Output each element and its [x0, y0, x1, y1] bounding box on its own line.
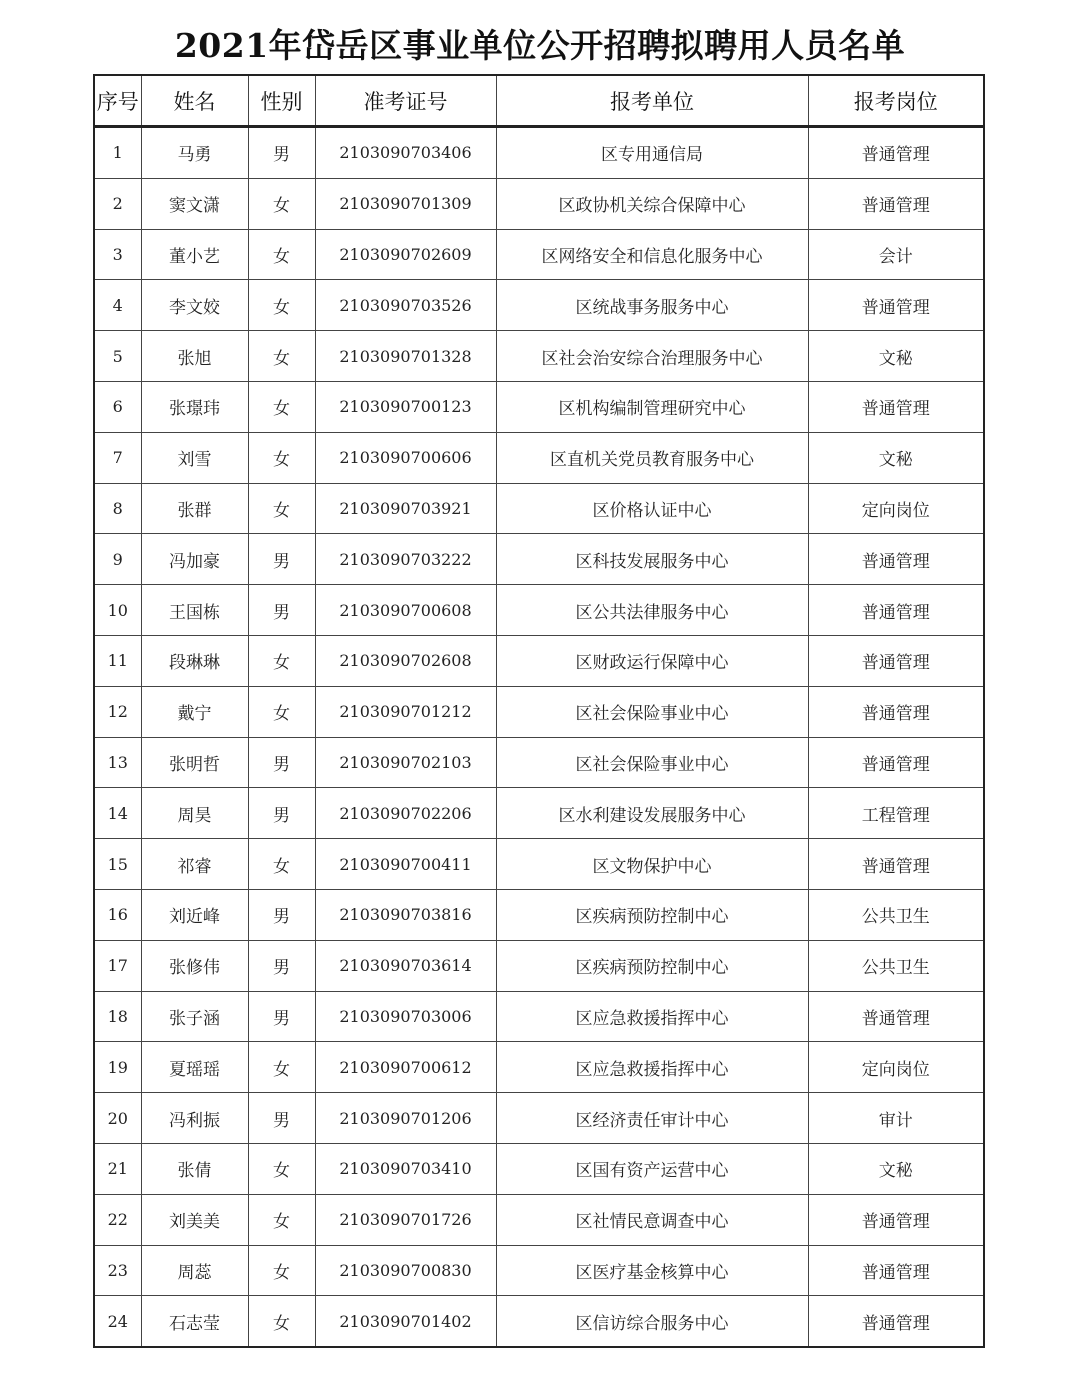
cell-position: 普通管理 — [808, 534, 984, 585]
cell-index: 10 — [94, 585, 141, 636]
cell-index: 6 — [94, 381, 141, 432]
cell-index: 2 — [94, 178, 141, 229]
cell-exam-number: 2103090702608 — [315, 635, 496, 686]
cell-unit: 区专用通信局 — [496, 127, 808, 179]
cell-gender: 女 — [248, 331, 315, 382]
cell-exam-number: 2103090700830 — [315, 1245, 496, 1296]
cell-position: 文秘 — [808, 331, 984, 382]
cell-index: 16 — [94, 889, 141, 940]
cell-position: 审计 — [808, 1093, 984, 1144]
table-row — [94, 1093, 984, 1144]
cell-gender: 男 — [248, 534, 315, 585]
cell-name: 周昊 — [141, 788, 248, 839]
cell-unit: 区社会保险事业中心 — [496, 686, 808, 737]
cell-position: 公共卫生 — [808, 940, 984, 991]
cell-exam-number: 2103090701328 — [315, 331, 496, 382]
cell-name: 张璟玮 — [141, 381, 248, 432]
column-header-index: 序号 — [94, 75, 141, 127]
cell-index: 11 — [94, 635, 141, 686]
cell-unit: 区信访综合服务中心 — [496, 1296, 808, 1347]
cell-position: 普通管理 — [808, 737, 984, 788]
cell-unit: 区应急救援指挥中心 — [496, 1042, 808, 1093]
table-row — [94, 127, 984, 179]
cell-exam-number: 2103090703614 — [315, 940, 496, 991]
cell-unit: 区疾病预防控制中心 — [496, 889, 808, 940]
cell-position: 普通管理 — [808, 381, 984, 432]
cell-exam-number: 2103090701726 — [315, 1194, 496, 1245]
cell-index: 5 — [94, 331, 141, 382]
cell-position: 普通管理 — [808, 686, 984, 737]
cell-unit: 区应急救援指挥中心 — [496, 991, 808, 1042]
cell-unit: 区社会保险事业中心 — [496, 737, 808, 788]
table-row — [94, 686, 984, 737]
table-row — [94, 229, 984, 280]
cell-position: 普通管理 — [808, 178, 984, 229]
cell-gender: 女 — [248, 381, 315, 432]
cell-unit: 区社会治安综合治理服务中心 — [496, 331, 808, 382]
column-header-unit: 报考单位 — [496, 75, 808, 127]
cell-index: 15 — [94, 839, 141, 890]
cell-exam-number: 2103090700123 — [315, 381, 496, 432]
cell-exam-number: 2103090703816 — [315, 889, 496, 940]
cell-name: 段琳琳 — [141, 635, 248, 686]
cell-gender: 女 — [248, 1296, 315, 1347]
cell-name: 石志莹 — [141, 1296, 248, 1347]
cell-gender: 女 — [248, 1143, 315, 1194]
cell-position: 普通管理 — [808, 127, 984, 179]
cell-exam-number: 2103090703921 — [315, 483, 496, 534]
cell-gender: 女 — [248, 635, 315, 686]
table-row — [94, 1296, 984, 1347]
table-row — [94, 432, 984, 483]
cell-position: 文秘 — [808, 1143, 984, 1194]
header-row — [94, 75, 984, 127]
cell-gender: 女 — [248, 1042, 315, 1093]
cell-name: 夏瑶瑶 — [141, 1042, 248, 1093]
cell-position: 普通管理 — [808, 839, 984, 890]
cell-exam-number: 2103090700411 — [315, 839, 496, 890]
cell-position: 普通管理 — [808, 585, 984, 636]
cell-position: 文秘 — [808, 432, 984, 483]
cell-unit: 区直机关党员教育服务中心 — [496, 432, 808, 483]
cell-exam-number: 2103090703406 — [315, 127, 496, 179]
cell-name: 张子涵 — [141, 991, 248, 1042]
table-row — [94, 635, 984, 686]
cell-index: 23 — [94, 1245, 141, 1296]
hiring-roster-table — [93, 74, 985, 1348]
cell-index: 4 — [94, 280, 141, 331]
cell-position: 普通管理 — [808, 635, 984, 686]
table-row — [94, 331, 984, 382]
table-row — [94, 178, 984, 229]
cell-name: 张旭 — [141, 331, 248, 382]
cell-name: 刘美美 — [141, 1194, 248, 1245]
cell-position: 定向岗位 — [808, 1042, 984, 1093]
table-row — [94, 1194, 984, 1245]
cell-exam-number: 2103090702103 — [315, 737, 496, 788]
cell-name: 王国栋 — [141, 585, 248, 636]
cell-gender: 女 — [248, 178, 315, 229]
cell-gender: 男 — [248, 940, 315, 991]
cell-exam-number: 2103090703006 — [315, 991, 496, 1042]
cell-exam-number: 2103090701402 — [315, 1296, 496, 1347]
column-header-position: 报考岗位 — [808, 75, 984, 127]
cell-name: 祁睿 — [141, 839, 248, 890]
cell-position: 普通管理 — [808, 1296, 984, 1347]
cell-gender: 女 — [248, 686, 315, 737]
cell-position: 工程管理 — [808, 788, 984, 839]
cell-unit: 区科技发展服务中心 — [496, 534, 808, 585]
cell-exam-number: 2103090700612 — [315, 1042, 496, 1093]
page-title: 2021年岱岳区事业单位公开招聘拟聘用人员名单 — [174, 26, 906, 65]
cell-name: 董小艺 — [141, 229, 248, 280]
cell-unit: 区疾病预防控制中心 — [496, 940, 808, 991]
column-header-gender: 性别 — [248, 75, 315, 127]
cell-index: 22 — [94, 1194, 141, 1245]
cell-exam-number: 2103090700606 — [315, 432, 496, 483]
cell-position: 普通管理 — [808, 1194, 984, 1245]
cell-exam-number: 2103090703526 — [315, 280, 496, 331]
table-body — [94, 127, 984, 1348]
table-row — [94, 788, 984, 839]
cell-position: 普通管理 — [808, 280, 984, 331]
cell-position: 定向岗位 — [808, 483, 984, 534]
cell-unit: 区医疗基金核算中心 — [496, 1245, 808, 1296]
cell-gender: 男 — [248, 788, 315, 839]
cell-gender: 女 — [248, 280, 315, 331]
cell-gender: 女 — [248, 1245, 315, 1296]
cell-gender: 男 — [248, 585, 315, 636]
cell-unit: 区价格认证中心 — [496, 483, 808, 534]
table-row — [94, 940, 984, 991]
cell-unit: 区文物保护中心 — [496, 839, 808, 890]
cell-unit: 区经济责任审计中心 — [496, 1093, 808, 1144]
cell-unit: 区政协机关综合保障中心 — [496, 178, 808, 229]
cell-unit: 区社情民意调查中心 — [496, 1194, 808, 1245]
cell-name: 李文姣 — [141, 280, 248, 331]
cell-gender: 男 — [248, 1093, 315, 1144]
cell-unit: 区机构编制管理研究中心 — [496, 381, 808, 432]
cell-gender: 女 — [248, 229, 315, 280]
table-row — [94, 1042, 984, 1093]
cell-unit: 区公共法律服务中心 — [496, 585, 808, 636]
cell-gender: 男 — [248, 991, 315, 1042]
cell-unit: 区财政运行保障中心 — [496, 635, 808, 686]
cell-name: 冯利振 — [141, 1093, 248, 1144]
cell-exam-number: 2103090702609 — [315, 229, 496, 280]
cell-gender: 女 — [248, 483, 315, 534]
cell-exam-number: 2103090701309 — [315, 178, 496, 229]
table-row — [94, 280, 984, 331]
cell-position: 普通管理 — [808, 1245, 984, 1296]
cell-exam-number: 2103090701212 — [315, 686, 496, 737]
cell-gender: 男 — [248, 127, 315, 179]
cell-name: 刘雪 — [141, 432, 248, 483]
table-row — [94, 534, 984, 585]
cell-gender: 男 — [248, 889, 315, 940]
cell-exam-number: 2103090703410 — [315, 1143, 496, 1194]
cell-name: 张修伟 — [141, 940, 248, 991]
cell-unit: 区国有资产运营中心 — [496, 1143, 808, 1194]
table-row — [94, 839, 984, 890]
cell-name: 刘近峰 — [141, 889, 248, 940]
cell-index: 21 — [94, 1143, 141, 1194]
cell-index: 1 — [94, 127, 141, 179]
cell-index: 8 — [94, 483, 141, 534]
table-header — [94, 75, 984, 127]
table-row — [94, 1245, 984, 1296]
cell-exam-number: 2103090702206 — [315, 788, 496, 839]
cell-gender: 女 — [248, 1194, 315, 1245]
cell-name: 张明哲 — [141, 737, 248, 788]
cell-unit: 区统战事务服务中心 — [496, 280, 808, 331]
column-header-name: 姓名 — [141, 75, 248, 127]
cell-name: 窦文潇 — [141, 178, 248, 229]
cell-index: 20 — [94, 1093, 141, 1144]
table-row — [94, 991, 984, 1042]
cell-index: 19 — [94, 1042, 141, 1093]
cell-exam-number: 2103090700608 — [315, 585, 496, 636]
cell-gender: 男 — [248, 737, 315, 788]
cell-index: 18 — [94, 991, 141, 1042]
cell-name: 马勇 — [141, 127, 248, 179]
cell-name: 戴宁 — [141, 686, 248, 737]
cell-name: 周蕊 — [141, 1245, 248, 1296]
table-row — [94, 889, 984, 940]
cell-gender: 女 — [248, 432, 315, 483]
cell-position: 普通管理 — [808, 991, 984, 1042]
table-row — [94, 1143, 984, 1194]
cell-name: 张倩 — [141, 1143, 248, 1194]
cell-index: 17 — [94, 940, 141, 991]
table-row — [94, 483, 984, 534]
cell-index: 3 — [94, 229, 141, 280]
table-row — [94, 381, 984, 432]
cell-index: 12 — [94, 686, 141, 737]
cell-gender: 女 — [248, 839, 315, 890]
cell-unit: 区网络安全和信息化服务中心 — [496, 229, 808, 280]
cell-name: 冯加豪 — [141, 534, 248, 585]
cell-unit: 区水利建设发展服务中心 — [496, 788, 808, 839]
cell-index: 14 — [94, 788, 141, 839]
cell-index: 13 — [94, 737, 141, 788]
table-row — [94, 585, 984, 636]
cell-index: 9 — [94, 534, 141, 585]
column-header-exam-number: 准考证号 — [315, 75, 496, 127]
cell-name: 张群 — [141, 483, 248, 534]
cell-index: 7 — [94, 432, 141, 483]
table-row — [94, 737, 984, 788]
cell-position: 会计 — [808, 229, 984, 280]
cell-exam-number: 2103090703222 — [315, 534, 496, 585]
cell-position: 公共卫生 — [808, 889, 984, 940]
cell-exam-number: 2103090701206 — [315, 1093, 496, 1144]
cell-index: 24 — [94, 1296, 141, 1347]
